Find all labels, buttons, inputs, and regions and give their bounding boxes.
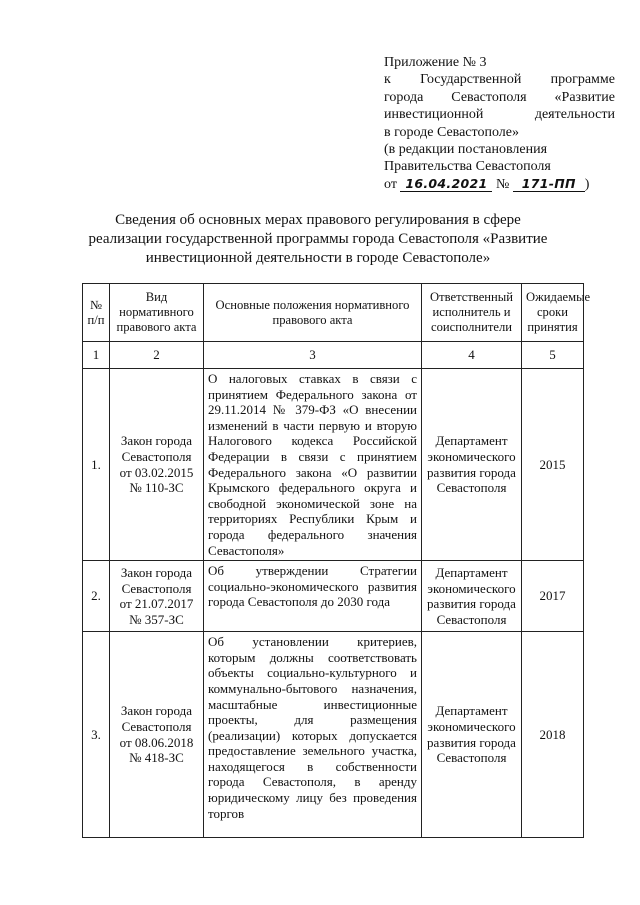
header-provisions: Основные положения нормативного правового акта: [204, 284, 422, 342]
row-number: 2.: [83, 561, 110, 632]
row-act: Закон города Севастополя от 03.02.2015 № 110-ЗС: [110, 369, 204, 561]
resolution-number: 171-ПП: [513, 176, 585, 192]
number-label: №: [495, 176, 510, 192]
appendix-line: (в редакции постановления: [384, 142, 548, 158]
row-provisions: О налоговых ставках в связи с принятием Федерального закона от 29.11.2014 № 379-ФЗ «О внесении изменений в части первую и вторую Налогового кодекса Российской Федерации в связи с принятием Федерального закона «О развитии Крымского федерального округа и свободной экономической зоне на территориях Республики Крым и города федерального значения Севастополя»: [204, 369, 422, 561]
row-number: 1.: [83, 369, 110, 561]
appendix-title: Приложение № 3: [384, 55, 487, 70]
column-index: 2: [110, 342, 204, 369]
column-index: 3: [204, 342, 422, 369]
row-act: Закон города Севастополя от 08.06.2018 № 418-ЗС: [110, 632, 204, 838]
row-executor: Департамент экономического развития города Севастополя: [422, 369, 522, 561]
row-act: Закон города Севастополя от 21.07.2017 № 357-ЗС: [110, 561, 204, 632]
appendix-line: города Севастополя «Развитие: [384, 89, 615, 105]
appendix-line: к Государственной программе: [384, 72, 615, 88]
resolution-date: 16.04.2021: [400, 176, 492, 192]
header-executor: Ответственный исполнитель и соисполнители: [422, 284, 522, 342]
header-act-type: Вид нормативного правового акта: [110, 284, 204, 342]
table-row: [83, 561, 584, 632]
appendix-line: Правительства Севастополя: [384, 159, 551, 175]
column-index: 1: [83, 342, 110, 369]
appendix-line: инвестиционной деятельности: [384, 107, 615, 123]
closing-paren: ): [584, 176, 590, 192]
row-executor: Департамент экономического развития города Севастополя: [422, 632, 522, 838]
row-executor: Департамент экономического развития города Севастополя: [422, 561, 522, 632]
column-index: 4: [422, 342, 522, 369]
table-row: [83, 369, 584, 561]
table-row: [83, 632, 584, 838]
row-provisions: Об установлении критериев, которым должны соответствовать объекты социально-культурного и коммунально-бытового назначения, масштабные инвестиционные проекты, для размещения (реализации) которых допускается предоставление земельного участка, находящегося в собственности города Севастополя, в аренду юридическому лицу без проведения торгов: [204, 632, 422, 838]
row-term: 2018: [522, 632, 584, 838]
measures-table: [82, 283, 591, 838]
header-number: № п/п: [83, 284, 110, 342]
document-title: Сведения об основных мерах правового регулирования в сфере реализации государственной программы города Севастополя «Развитие инвестиционной деятельности в городе Севастополе»: [88, 212, 548, 266]
column-index: 5: [522, 342, 584, 369]
row-term: 2015: [522, 369, 584, 561]
column-index-row: [83, 342, 584, 369]
table-header-row: [83, 284, 584, 342]
appendix-block: [384, 54, 615, 193]
row-term: 2017: [522, 561, 584, 632]
appendix-line: в городе Севастополе»: [384, 124, 519, 140]
header-term: Ожидаемые сроки принятия: [522, 284, 584, 342]
row-provisions: Об утверждении Стратегии социально-экономического развития города Севастополя до 2030 года: [204, 561, 422, 632]
appendix-date-line: [384, 176, 615, 193]
from-label: от: [384, 176, 397, 192]
row-number: 3.: [83, 632, 110, 838]
